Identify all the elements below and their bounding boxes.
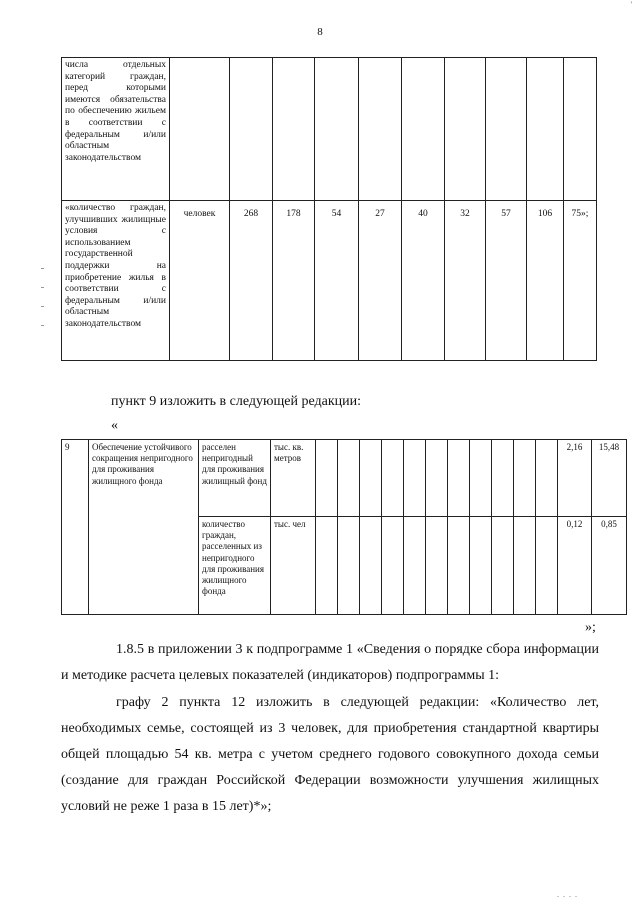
table-cell-indicator: расселен непригодный для проживания жилищный фонд — [199, 440, 271, 517]
table-cell — [426, 440, 448, 517]
table-cell-goal: Обеспечение устойчивого сокращения непригодного для проживания жилищного фонда — [89, 440, 199, 615]
table-cell — [404, 517, 426, 615]
table-cell — [360, 517, 382, 615]
table-cell — [514, 517, 536, 615]
closing-quote: »; — [585, 620, 596, 635]
table-cell — [514, 440, 536, 517]
table-cell — [445, 58, 486, 201]
table-cell — [470, 517, 492, 615]
table-cell — [402, 58, 445, 201]
table-cell-description: «количество граждан, улучшивших жилищные условия с использованием государственной поддержки на приобретение жилья в соответствии с федеральным и/или областным законодательством — [62, 201, 170, 361]
page-number: 8 — [317, 26, 323, 38]
table-cell-value: 54 — [315, 201, 359, 361]
opening-quote: « — [111, 418, 118, 433]
table-cell — [359, 58, 402, 201]
table-cell — [230, 58, 273, 201]
table-cell-unit: тыс. чел — [271, 517, 316, 615]
table-cell — [360, 440, 382, 517]
table-cell-indicator: количество граждан, расселенных из непригодного для проживания жилищного фонда — [199, 517, 271, 615]
table-cell-value: 106 — [527, 201, 564, 361]
table-cell — [470, 440, 492, 517]
table-cell — [338, 517, 360, 615]
table-cell — [492, 440, 514, 517]
table-cell — [170, 58, 230, 201]
table-cell — [448, 440, 470, 517]
table-cell — [486, 58, 527, 201]
table-cell — [536, 440, 558, 517]
table-row — [62, 58, 597, 201]
table-cell — [564, 58, 597, 201]
table-cell — [316, 440, 338, 517]
table-cell-value: 0,85 — [592, 517, 627, 615]
table-cell — [382, 440, 404, 517]
paragraph-1-8-5: 1.8.5 в приложении 3 к подпрограмме 1 «Сведения о порядке сбора информации и методике расчета целевых показателей (индикаторов) подпрограммы 1: — [61, 642, 599, 683]
indicators-table-top — [61, 57, 597, 361]
table-cell — [338, 440, 360, 517]
paragraph-grafa-2: графу 2 пункта 12 изложить в следующей редакции: «Количество лет, необходимых семье, состоящей из 3 человек, для приобретения стандартной квартиры общей площадью 54 кв. метра с учетом среднего годового совокупного дохода семьи (создание для граждан Российской Федерации возможности улучшения жилищных условий не реже 1 раза в 15 лет)*»; — [61, 695, 599, 814]
table-cell-value: 75»; — [564, 201, 597, 361]
table-cell-item-number: 9 — [62, 440, 89, 615]
table-cell — [492, 517, 514, 615]
table-cell-value: 268 — [230, 201, 273, 361]
table-row — [62, 440, 627, 517]
table-cell-value: 32 — [445, 201, 486, 361]
margin-scan-marks — [41, 268, 44, 358]
corner-mark: ' — [630, 0, 632, 9]
table-cell-unit: тыс. кв. метров — [271, 440, 316, 517]
table-cell — [404, 440, 426, 517]
table-cell — [527, 58, 564, 201]
table-cell-unit: человек — [170, 201, 230, 361]
table-cell — [316, 517, 338, 615]
table-cell — [426, 517, 448, 615]
table-cell — [382, 517, 404, 615]
table-cell-value: 40 — [402, 201, 445, 361]
item-9-table — [61, 439, 627, 615]
table-cell — [536, 517, 558, 615]
table-cell-value: 178 — [273, 201, 315, 361]
table-cell — [273, 58, 315, 201]
table-cell-value: 57 — [486, 201, 527, 361]
table-cell — [315, 58, 359, 201]
table-cell — [448, 517, 470, 615]
table-cell-value: 15,48 — [592, 440, 627, 517]
table-cell-value: 27 — [359, 201, 402, 361]
table-cell-value: 2,16 — [558, 440, 592, 517]
intro-paragraph: пункт 9 изложить в следующей редакции: — [111, 394, 361, 409]
table-cell-value: 0,12 — [558, 517, 592, 615]
table-cell-description: числа отдельных категорий граждан, перед которыми имеются обязательства по обеспечению жильем в соответствии с федеральным и/или областным законодательством — [62, 58, 170, 201]
bottom-scan-mark: . . . . — [557, 890, 578, 899]
table-row — [62, 201, 597, 361]
